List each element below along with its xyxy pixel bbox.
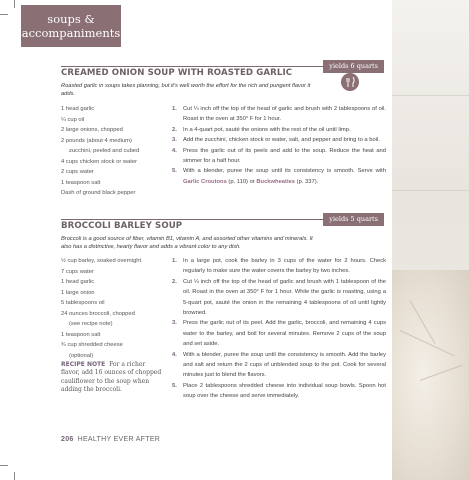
ingredient-item: 2 large onions, chopped xyxy=(61,127,123,133)
ingredient-item: 1 teaspoon salt xyxy=(61,179,101,186)
crop-mark xyxy=(14,472,15,480)
step-number: 1. xyxy=(172,106,177,112)
ingredient-list xyxy=(61,104,169,199)
step-number: 5. xyxy=(172,168,177,175)
ingredient-item: 1 head garlic xyxy=(61,279,95,285)
step-text: Press the garlic out of its peel. Add the garlic, broccoli, and remaining 4 cups water to the barley, and boil for several minutes. Remove 2 cups of the soup and set aside. xyxy=(183,320,386,348)
ingredient-item: 4 cups chicken stock or water xyxy=(61,158,138,165)
ingredient-item: (see recipe note) xyxy=(69,321,113,327)
ingredient-item: 1 head garlic xyxy=(61,106,95,112)
recipe-note-text: For a richer flavor, add 16 ounces of chopped cauliflower to the soup when adding the broccoli. xyxy=(61,361,162,393)
ingredient-item: Dash of ground black pepper xyxy=(61,190,136,196)
step-number: 4. xyxy=(172,351,177,358)
step-item xyxy=(172,166,386,187)
step-number: 1. xyxy=(172,258,177,264)
step-text: Cut ¼ inch off the top of the head of garlic and brush with 1 tablespoon of the oil. Roast in the oven at 350° F for 1 hour. While the garlic is roasting, using a 5-quart pot, sauté the onion in the remaining 4 tablespoons of oil until lightly browned. xyxy=(183,278,386,317)
step-text: Add the zucchini, chicken stock or water, salt, and pepper and bring to a boil. xyxy=(183,137,380,144)
step-text: (p. 110) or xyxy=(226,178,257,185)
step-text: Place 2 tablespoons shredded cheese into individual soup bowls. Spoon hot soup over the cheese and serve immediately. xyxy=(183,382,386,400)
recipe-intro: Broccoli is a good source of fiber, vitamin B1, vitamin A, and assorted other vitamins and minerals. It also has a distinctive, hearty flavor and adds a vibrant color to any dish. xyxy=(61,236,313,250)
ingredient-item: ¾ cup shredded cheese xyxy=(61,342,123,348)
step-item xyxy=(172,277,386,319)
ingredient-item: 2 cups water xyxy=(61,169,94,175)
crop-mark xyxy=(14,0,15,8)
ingredient-item: ¼ cup oil xyxy=(61,116,85,123)
step-number: 2. xyxy=(172,278,177,285)
step-list xyxy=(172,104,386,187)
cross-reference-link[interactable]: Garlic Croutons xyxy=(183,178,227,185)
recipe-intro: Roasted garlic in soups takes planning, but it’s well worth the effort for the rich and pungent flavor it adds. xyxy=(61,83,311,97)
ingredient-item: 7 cups water xyxy=(61,268,94,275)
cross-reference-link[interactable]: Buckwheaties xyxy=(256,178,296,185)
step-text: Cut ¼ inch off the top of the head of garlic and brush with 2 tablespoons of oil. Roast in the oven at 350° F for 1 hour. xyxy=(183,106,386,123)
step-item xyxy=(172,125,386,135)
wood-grain-line xyxy=(392,190,469,191)
yield-badge: yields 6 quarts xyxy=(323,60,384,73)
crop-mark xyxy=(0,465,8,466)
yield-badge: yields 5 quarts xyxy=(323,213,384,226)
ingredient-item: 1 teaspoon salt xyxy=(61,331,101,338)
book-title: HEALTHY EVER AFTER xyxy=(77,436,161,443)
ingredient-item: (optional) xyxy=(69,352,94,359)
crop-mark xyxy=(0,14,8,15)
step-number: 4. xyxy=(172,147,177,154)
step-text: In a 4-quart pot, sauté the onions with the rest of the oil until limp. xyxy=(183,126,351,133)
wood-grain-line xyxy=(392,95,469,96)
step-number: 3. xyxy=(172,137,177,144)
recipe-note xyxy=(61,361,165,394)
ingredient-item: ½ cup barley, soaked overnight xyxy=(61,258,142,264)
step-text: (p. 337). xyxy=(295,178,319,185)
step-list xyxy=(172,256,386,402)
step-text: With a blender, puree the soup until the consistency is smooth. Add the barley and salt and return the 2 cups of unblended soup to the pot. Cook for several minutes just to blend the flavors. xyxy=(183,351,386,379)
ingredient-item: 1 large onion xyxy=(61,289,95,296)
ingredient-item: 24 ounces broccoli, chopped xyxy=(61,310,135,317)
page-footer xyxy=(61,436,160,443)
step-item xyxy=(172,256,386,277)
step-item xyxy=(172,135,386,145)
recipe-note-label: RECIPE NOTE xyxy=(61,361,106,368)
step-number: 3. xyxy=(172,320,177,327)
section-header xyxy=(21,5,121,47)
step-text: With a blender, puree the soup until its consistency is smooth. Serve with xyxy=(183,168,386,175)
step-item xyxy=(172,318,386,349)
section-title-line1: soups & xyxy=(47,12,95,26)
section-title-line2: accompaniments xyxy=(21,26,121,40)
step-number: 5. xyxy=(172,382,177,389)
step-item xyxy=(172,146,386,167)
step-number: 2. xyxy=(172,126,177,133)
step-text: In a large pot, cook the barley in 3 cups of the water for 2 hours. Check regularly to make sure the water covers the barley by two inches. xyxy=(183,258,386,275)
step-item xyxy=(172,350,386,381)
ingredient-item: 2 pounds (about 4 medium) xyxy=(61,137,132,144)
vegetarian-icon xyxy=(341,73,359,91)
ingredient-item: zucchini, peeled and cubed xyxy=(69,148,140,154)
page-number: 206 xyxy=(61,436,74,443)
recipe-title: BROCCOLI BARLEY SOUP xyxy=(61,221,183,231)
ingredient-item: 5 tablespoons oil xyxy=(61,300,105,306)
step-item xyxy=(172,104,386,125)
recipe-title: CREAMED ONION SOUP WITH ROASTED GARLIC xyxy=(61,68,293,78)
step-text: Press the garlic out of its peels and add to the soup. Reduce the heat and simmer for a half hour. xyxy=(183,147,386,165)
ingredient-list xyxy=(61,256,169,361)
step-item xyxy=(172,381,386,402)
